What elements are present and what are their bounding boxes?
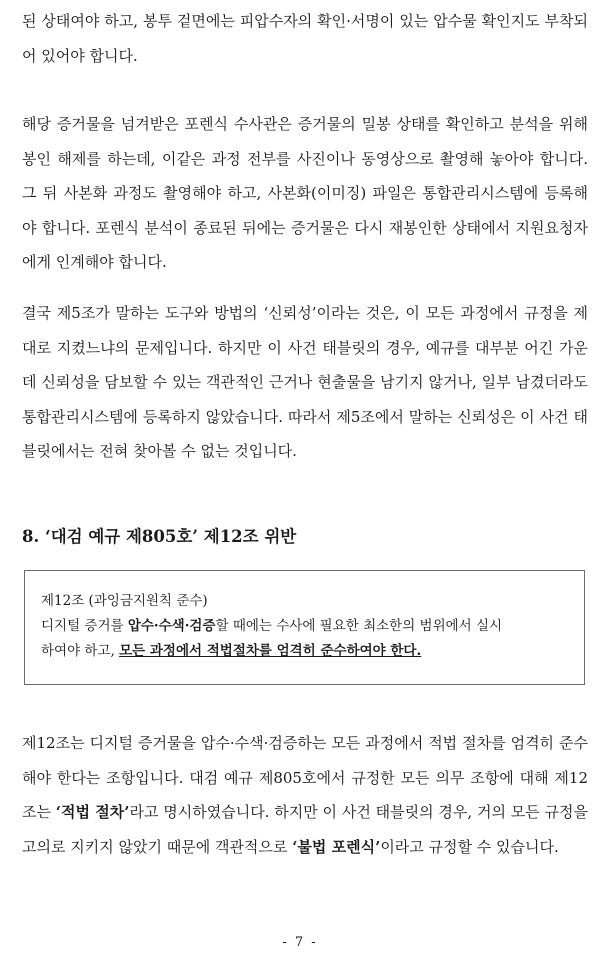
- article12-line3-text: 하여야 하고,: [41, 643, 120, 659]
- article12-line-3: [41, 641, 421, 661]
- section-heading: 8. ‘대검 예규 제805호’ 제12조 위반: [22, 527, 297, 546]
- article12-line2-text: 디지털 증거를: [41, 618, 128, 634]
- article12-emphasis-due-process: 모든 과정에서 적법절차를 엄격히 준수하여야 한다.: [119, 643, 422, 659]
- p5-emphasis-illegal-forensics: ‘불법 포렌식’: [292, 837, 381, 856]
- p5-text-e: 이라고 규정할 수 있습니다.: [380, 837, 559, 856]
- article12-title: 제12조 (과잉금지원칙 준수): [41, 593, 208, 609]
- paragraph-article5-reliability: 결국 제5조가 말하는 도구와 방법의 ‘신뢰성’이라는 것은, 이 모든 과정에서 규정을 제대로 지켰느냐의 문제입니다. 하지만 이 사건 태블릿의 경우, 예규를 대부분 어긴 가운데 신뢰성을 담보할 수 있는 객관적인 근거나 현출물을 남기지 않거나, 일부 남겼더라도 통합관리시스템에 등록하지 않았습니다. 따라서 제5조에서 말하는 신뢰성은 이 사건 태블릿에서는 전혀 찾아볼 수 없는 것입니다.: [22, 304, 588, 460]
- paragraph-forensic-process: 해당 증거물을 넘겨받은 포렌식 수사관은 증거물의 밀봉 상태를 확인하고 분석을 위해 봉인 해제를 하는데, 이같은 과정 전부를 사진이나 동영상으로 촬영해 놓아야 합니다. 그 뒤 사본화 과정도 촬영해야 하고, 사본화(이미징) 파일은 통합관리시스템에 등록해야 합니다. 포렌식 분석이 종료된 뒤에는 증거물은 다시 재봉인한 상태에서 지원요청자에게 인계해야 합니다.: [22, 115, 588, 271]
- paragraph-sealing-requirement: 된 상태여야 하고, 봉투 겉면에는 피압수자의 확인·서명이 있는 압수물 확인지도 부착되어 있어야 합니다.: [22, 12, 588, 65]
- article12-line-2: [41, 616, 502, 636]
- article12-line2-rest: 할 때에는 수사에 필요한 최소한의 범위에서 실시: [215, 618, 503, 634]
- p5-emphasis-due-process: ‘적법 절차’: [55, 803, 130, 821]
- page-number: - 7 -: [282, 935, 318, 950]
- p5-text-c: 라고 명시하였습니다. 하지만 이 사건 태블릿의 경우, 거의 모든 규정을 고의로 지키지 않았기 때문에 객관적으로: [22, 803, 588, 856]
- article12-quote-box: [24, 570, 585, 685]
- paragraph-article12-explanation: [22, 726, 588, 864]
- p5-text-a: 제12조는 디지털 증거물을 압수·수색·검증하는 모든 과정에서 적법 절차를 엄격히 준수해야 한다는 조항입니다. 대검 예규 제805호에서 규정한 모든 의무 조항에 대해 제12조는: [22, 734, 588, 821]
- article12-emphasis-seizure: 압수·수색·검증: [127, 618, 216, 634]
